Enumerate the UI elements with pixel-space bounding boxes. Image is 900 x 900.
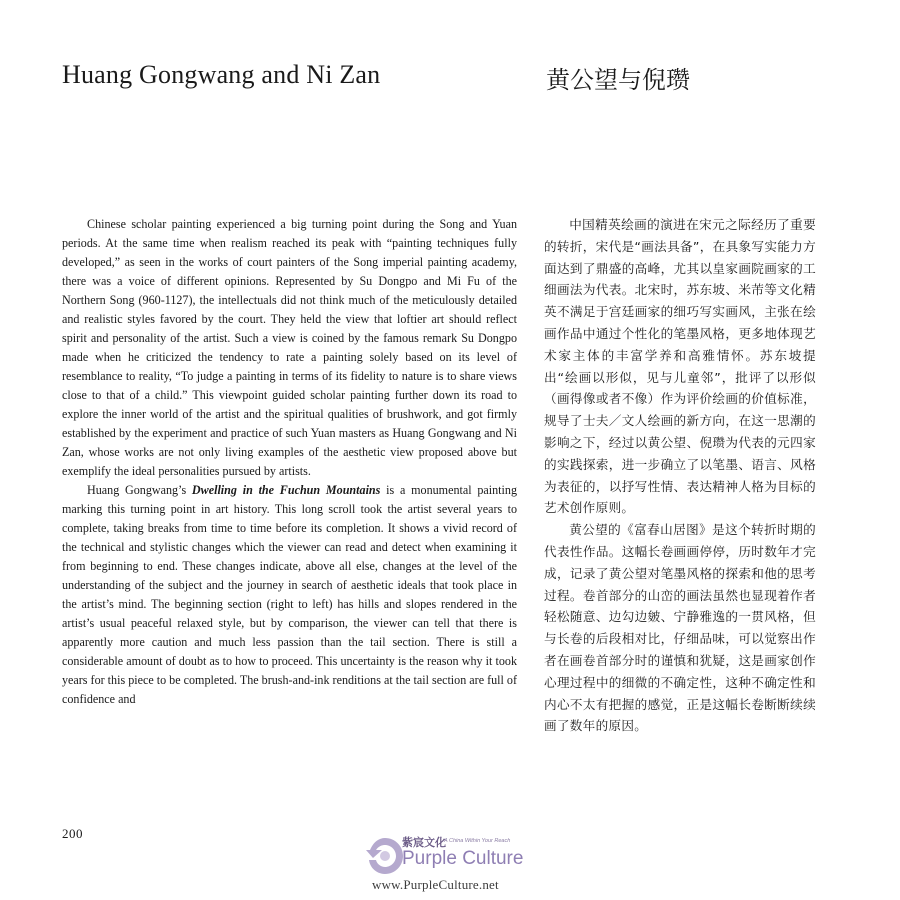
english-paragraph-2-lead: Huang Gongwang’s [87,483,192,497]
chinese-paragraph-2: 黄公望的《富春山居图》是这个转折时期的代表性作品。这幅长卷画画停停，历时数年才完成，记录了黄公望对笔墨风格的探索和他的思考过程。卷首部分的山峦的画法虽然也显现着作者轻松随意、边勾边皴、宁静雅逸的一贯风格，但与长卷的后段相对比，仔细品味，可以觉察出作者在画卷首部分时的谨慎和犹疑，这是画家创作心理过程中的细微的不确定性，这种不确定性和内心不太有把握的感觉，正是这幅长卷断断续续画了数年的原因。 [544,522,816,734]
english-paragraph-2 [62,481,517,709]
chinese-body-column [544,214,816,737]
title-chinese: 黄公望与倪瓒 [546,66,690,94]
english-body-column [62,215,517,709]
watermark [360,832,560,894]
watermark-brand-chinese: 紫宸文化 [402,836,446,849]
painting-title: Dwelling in the Fuchun Mountains [191,483,381,497]
page-number: 200 [62,826,83,841]
english-paragraph-2-body: is a monumental painting marking this turning point in art history. This long scroll took the artist several years to complete, taking breaks from time to time before its completion. It shows a vivid record of the technical and stylistic changes which the viewer can read and detect when examining it from beginning to end. These changes indicate, above all else, changes at the level of the understanding of the subject and the journey in search of aesthetic ideals that took place in the artist’s mind. The beginning section (right to left) has hills and slopes rendered in the artist’s usual peaceful relaxed style, but by comparison, the viewer can tell that there is apparently more caution and much less passion than the tail section. There is still a considerable amount of doubt as to how to proceed. This uncertainty is the reason why it took years for this piece to be completed. The brush-and-ink renditions at the tail section are full of confidence and [62,483,517,706]
english-paragraph-1: Chinese scholar painting experienced a big turning point during the Song and Yuan periods. At the same time when realism reached its peak with “painting techniques fully developed,” as seen in the works of court painters of the Song imperial painting academy, there was a voice of different opinions. Represented by Su Dongpo and Mi Fu of the Northern Song (960-1127), the intellectuals did not think much of the meticulously detailed and realistic styles favored by the court. They held the view that loftier art should reflect spirit and personality of the artist. Such a view is coined by the famous remark Su Dongpo made when he criticized the tendency to rate a painting solely based on its level of resemblance to reality, “To judge a painting in terms of its fidelity to nature is to share views close to that of a child.” This viewpoint guided scholar painting further down its road to explore the inner world of the artist and the spiritual qualities of brushwork, and got firmly established by the experiment and practice of such Yuan masters as Huang Gongwang and Ni Zan, whose works are not only living examples of the aesthetic view proposed above but exemplify the ideal personalities pursued by artists. [62,217,517,478]
chinese-paragraph-1: 中国精英绘画的演进在宋元之际经历了重要的转折，宋代是“画法具备”，在具象写实能力方面达到了鼎盛的高峰，尤其以皇家画院画家的工细画法为代表。北宋时，苏东坡、米芾等文化精英不满足于宫廷画家的细巧写实画风，主张在绘画作品中通过个性化的笔墨风格，更多地体现艺术家主体的丰富学养和高雅情怀。苏东坡提出“绘画以形似，见与儿童邻”，批评了以形似（画得像或者不像）作为评价绘画的价值标准，规导了士夫／文人绘画的新方向，在这一思潮的影响之下，经过以黄公望、倪瓒为代表的元四家的实践探索，进一步确立了以笔墨、语言、风格为表征的，以抒写性情、表达精神人格为目标的艺术创作原则。 [544,217,816,516]
watermark-brand-name: Purple Culture [402,848,524,869]
watermark-url[interactable]: www.PurpleCulture.net [372,877,499,892]
title-english: Huang Gongwang and Ni Zan [62,60,381,89]
watermark-tagline: A China Within Your Reach [444,838,511,844]
